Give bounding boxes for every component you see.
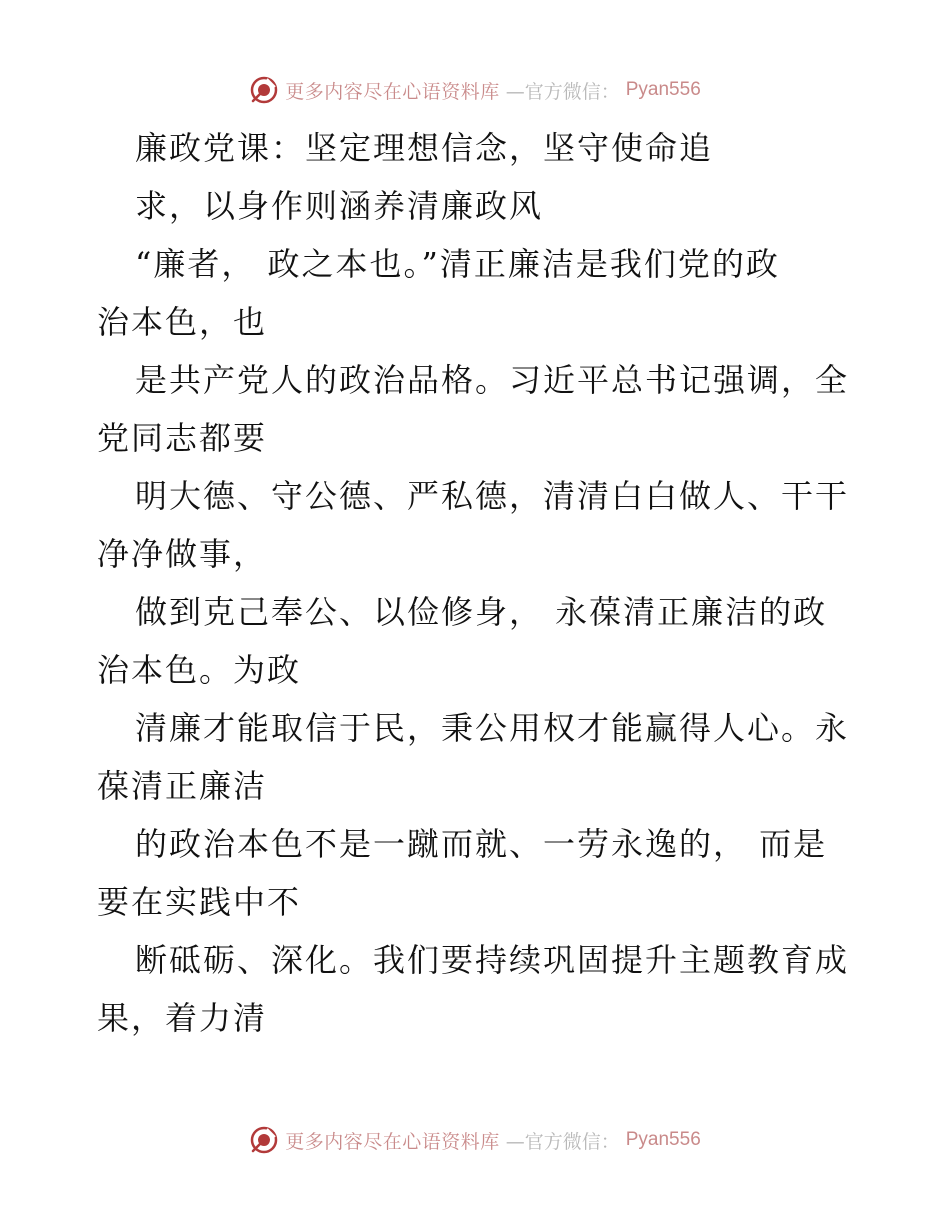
text-line: 求，以身作则涵养清廉政风 (135, 187, 544, 225)
watermark-separator: —官方微信： (505, 1130, 620, 1153)
watermark-handle: Pyan556 (625, 1129, 701, 1150)
text-line: 要在实践中不 (97, 883, 302, 921)
text-line: 净净做事， (97, 535, 268, 573)
text-line: “廉者， 政之本也。”清正廉洁是我们党的政 (135, 245, 780, 283)
text-line: 明大德、守公德、严私德，清清白白做人、干干 (135, 477, 850, 515)
text-line: 治本色。为政 (97, 651, 302, 689)
text-line: 葆清正廉洁 (97, 767, 268, 805)
text-line: 党同志都要 (97, 419, 268, 457)
text-line: 断砥砺、深化。我们要持续巩固提升主题教育成 (135, 941, 850, 979)
watermark-header (0, 70, 950, 110)
watermark-footer (0, 1120, 950, 1160)
text-line: 的政治本色不是一蹴而就、一劳永逸的， 而是 (135, 825, 828, 863)
text-line: 清廉才能取信于民，秉公用权才能赢得人心。永 (135, 709, 850, 747)
text-line: 廉政党课：坚定理想信念，坚守使命追 (135, 129, 714, 167)
watermark-handle: Pyan556 (625, 79, 701, 100)
watermark-separator: —官方微信： (505, 80, 620, 103)
pen-logo-icon (249, 1125, 279, 1155)
text-line: 是共产党人的政治品格。习近平总书记强调，全 (135, 361, 850, 399)
watermark-text: 更多内容尽在心语资料库 (285, 80, 500, 103)
watermark-text: 更多内容尽在心语资料库 (285, 1130, 500, 1153)
text-line: 果，着力清 (97, 999, 268, 1037)
pen-logo-icon (249, 75, 279, 105)
text-line: 做到克己奉公、以俭修身， 永葆清正廉洁的政 (135, 593, 828, 631)
text-line: 治本色，也 (97, 303, 268, 341)
